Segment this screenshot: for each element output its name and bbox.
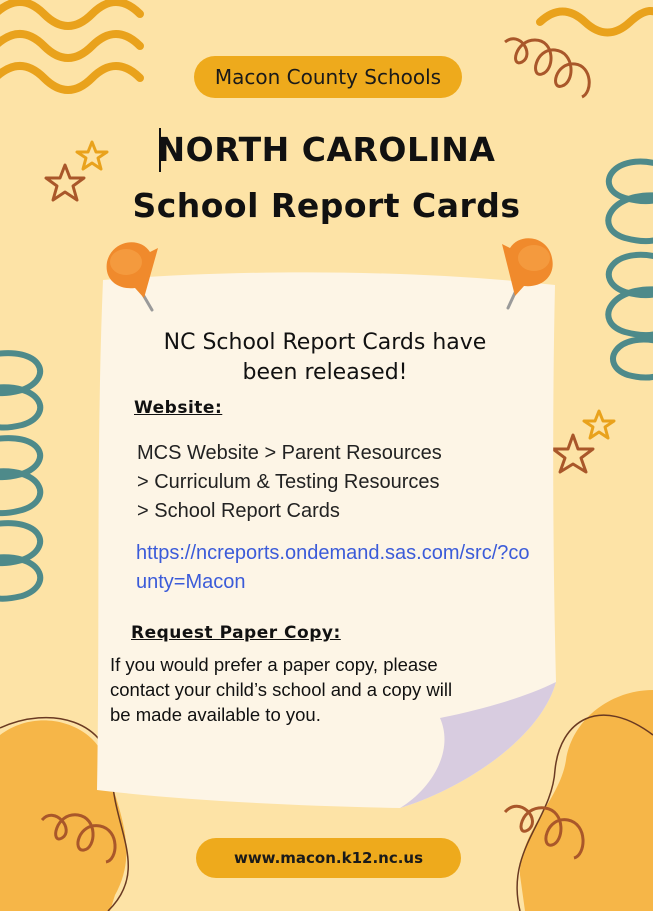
wave-icon (540, 11, 653, 33)
website-badge[interactable] (196, 838, 461, 878)
website-path-line: MCS Website > Parent Resources (137, 442, 442, 464)
organization-name: Macon County Schools (214, 65, 442, 89)
request-heading-label: Request Paper Copy (131, 623, 334, 643)
request-heading: Request Paper Copy: (131, 623, 341, 643)
footer-website[interactable]: www.macon.k12.nc.us (233, 849, 424, 867)
page-title: NORTH CAROLINA (157, 130, 496, 169)
website-path-line: > School Report Cards (137, 500, 340, 522)
website-heading-label: Website (134, 398, 215, 418)
wave-icon (0, 2, 140, 90)
spiral-icon (505, 39, 589, 97)
announcement-text: NC School Report Cards have been released! (163, 330, 487, 385)
report-card-link[interactable]: https://ncreports.ondemand.sas.com/src/?county=Macon (136, 542, 530, 593)
star-icon (553, 435, 593, 472)
website-path-line: > Curriculum & Testing Resources (137, 471, 440, 493)
organization-badge (194, 56, 462, 98)
star-icon (584, 411, 614, 438)
scribble-icon (0, 353, 40, 599)
website-heading: Website: (134, 398, 223, 418)
page-subtitle: School Report Cards (132, 186, 521, 225)
request-body-text: If you would prefer a paper copy, please contact your child’s school and a copy will be made available to you. (110, 654, 453, 725)
